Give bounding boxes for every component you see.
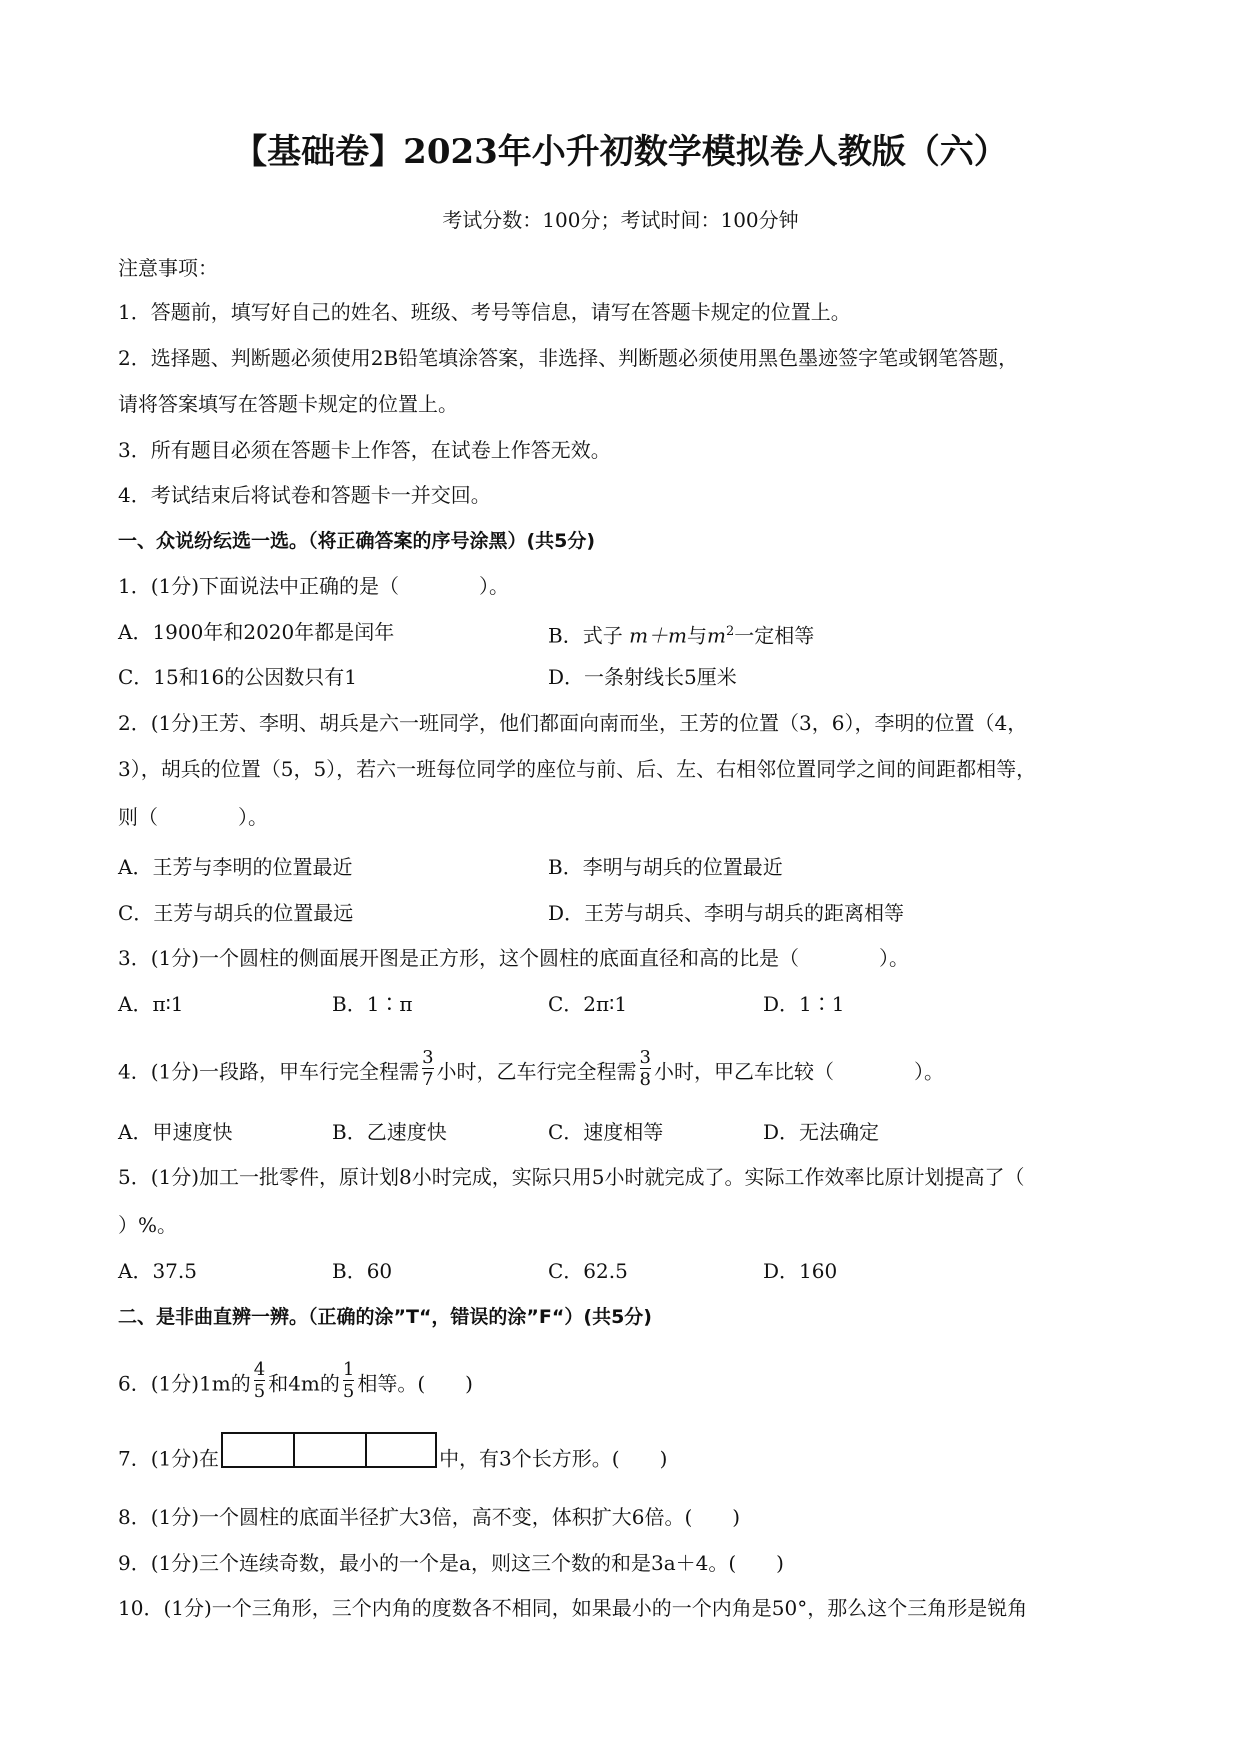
math-base: m xyxy=(707,623,726,648)
question-stem xyxy=(118,1359,473,1406)
option-b-prefix: B．式子 xyxy=(548,623,623,648)
option-b: B．1∶π xyxy=(332,992,413,1016)
option-d: D．1∶1 xyxy=(763,992,845,1016)
fraction xyxy=(343,1360,354,1402)
math-expression: m＋m xyxy=(629,623,687,648)
option-c: C．王芳与胡兵的位置最远 xyxy=(118,901,354,925)
fraction-numerator: 1 xyxy=(342,1359,355,1380)
question-text: 相等。( ) xyxy=(357,1371,473,1396)
question-stem: 8．(1分)一个圆柱的底面半径扩大3倍，高不变，体积扩大6倍。( ) xyxy=(118,1505,741,1529)
option-d: D．无法确定 xyxy=(763,1120,880,1144)
fraction-numerator: 3 xyxy=(639,1047,651,1068)
question-text: 小时，甲乙车比较（ ）。 xyxy=(653,1059,944,1084)
fraction xyxy=(254,1360,265,1402)
question-text: 小时，乙车行完全程需 xyxy=(436,1059,637,1084)
divider-line xyxy=(365,1434,367,1466)
option-a: A．1900年和2020年都是闰年 xyxy=(118,620,395,644)
question-stem: 2．(1分)王芳、李明、胡兵是六一班同学，他们都面向南而坐，王芳的位置（3，6），李明的位置（4， xyxy=(118,711,1028,735)
notice-heading: 注意事项： xyxy=(118,256,218,280)
question-text: 和4m的 xyxy=(268,1371,340,1396)
question-stem: 5．(1分)加工一批零件，原计划8小时完成，实际只用5小时就完成了。实际工作效率比原计划提高了（ xyxy=(118,1165,1025,1189)
fraction-numerator: 4 xyxy=(253,1359,266,1380)
option-b-mid: 与 xyxy=(687,623,707,648)
math-exponent: 2 xyxy=(725,624,735,639)
option-b xyxy=(548,618,814,650)
fraction-denominator: 5 xyxy=(342,1381,355,1402)
fraction-numerator: 3 xyxy=(422,1047,434,1068)
question-text: 中，有3个长方形。( ) xyxy=(439,1446,668,1471)
question-stem: 3），胡兵的位置（5，5），若六一班每位同学的座位与前、后、左、右相邻位置同学之间的间距都相等， xyxy=(118,757,1037,781)
question-stem xyxy=(118,1442,667,1478)
option-c: C．62.5 xyxy=(548,1259,628,1283)
option-c: C．15和16的公因数只有1 xyxy=(118,665,357,689)
option-b: B．李明与胡兵的位置最近 xyxy=(548,855,783,879)
question-stem: 10．(1分)一个三角形，三个内角的度数各不相同，如果最小的一个内角是50°，那么这个三角形是锐角 xyxy=(118,1596,1028,1620)
question-text: 6．(1分)1m的 xyxy=(118,1371,251,1396)
option-d: D．一条射线长5厘米 xyxy=(548,665,737,689)
option-b: B．60 xyxy=(332,1259,393,1283)
page-title: 【基础卷】2023年小升初数学模拟卷人教版（六） xyxy=(233,132,1008,172)
fraction-denominator: 7 xyxy=(422,1069,434,1090)
notice-item: 4．考试结束后将试卷和答题卡一并交回。 xyxy=(118,483,491,507)
notice-item: 2．选择题、判断题必须使用2B铅笔填涂答案，非选择、判断题必须使用黑色墨迹签字笔或钢笔答题， xyxy=(118,346,1019,370)
fraction xyxy=(640,1048,651,1090)
option-d: D．王芳与胡兵、李明与胡兵的距离相等 xyxy=(548,901,905,925)
question-stem: 9．(1分)三个连续奇数，最小的一个是a，则这三个数的和是3a＋4。( ) xyxy=(118,1551,784,1575)
question-stem: ）%。 xyxy=(118,1213,178,1237)
question-stem xyxy=(118,1047,944,1094)
notice-item: 请将答案填写在答题卡规定的位置上。 xyxy=(118,392,458,416)
option-c: C．速度相等 xyxy=(548,1120,664,1144)
three-rectangles-figure xyxy=(221,1432,437,1468)
section-heading: 一、众说纷纭选一选。（将正确答案的序号涂黑）(共5分) xyxy=(118,530,596,552)
fraction xyxy=(422,1048,433,1090)
option-a: A．王芳与李明的位置最近 xyxy=(118,855,353,879)
option-d: D．160 xyxy=(763,1259,838,1283)
divider-line xyxy=(293,1434,295,1466)
option-b-suffix: 一定相等 xyxy=(734,623,815,648)
fraction-denominator: 8 xyxy=(639,1069,651,1090)
fraction-denominator: 5 xyxy=(253,1381,266,1402)
notice-item: 1．答题前，填写好自己的姓名、班级、考号等信息，请写在答题卡规定的位置上。 xyxy=(118,300,851,324)
question-stem: 3．(1分)一个圆柱的侧面展开图是正方形，这个圆柱的底面直径和高的比是（ ）。 xyxy=(118,946,910,970)
question-stem: 则（ ）。 xyxy=(118,805,268,829)
option-b: B．乙速度快 xyxy=(332,1120,447,1144)
notice-item: 3．所有题目必须在答题卡上作答，在试卷上作答无效。 xyxy=(118,438,611,462)
question-text: 4．(1分)一段路，甲车行完全程需 xyxy=(118,1059,420,1084)
exam-info: 考试分数：100分；考试时间：100分钟 xyxy=(442,208,799,232)
section-heading: 二、是非曲直辨一辨。（正确的涂”T“，错误的涂”F“）(共5分) xyxy=(118,1306,652,1328)
question-text: 7．(1分)在 xyxy=(118,1446,220,1471)
option-a: A．π∶1 xyxy=(118,992,184,1016)
option-a: A．甲速度快 xyxy=(118,1120,233,1144)
option-a: A．37.5 xyxy=(118,1259,197,1283)
option-c: C．2π∶1 xyxy=(548,992,628,1016)
question-stem: 1．(1分)下面说法中正确的是（ ）。 xyxy=(118,574,510,598)
